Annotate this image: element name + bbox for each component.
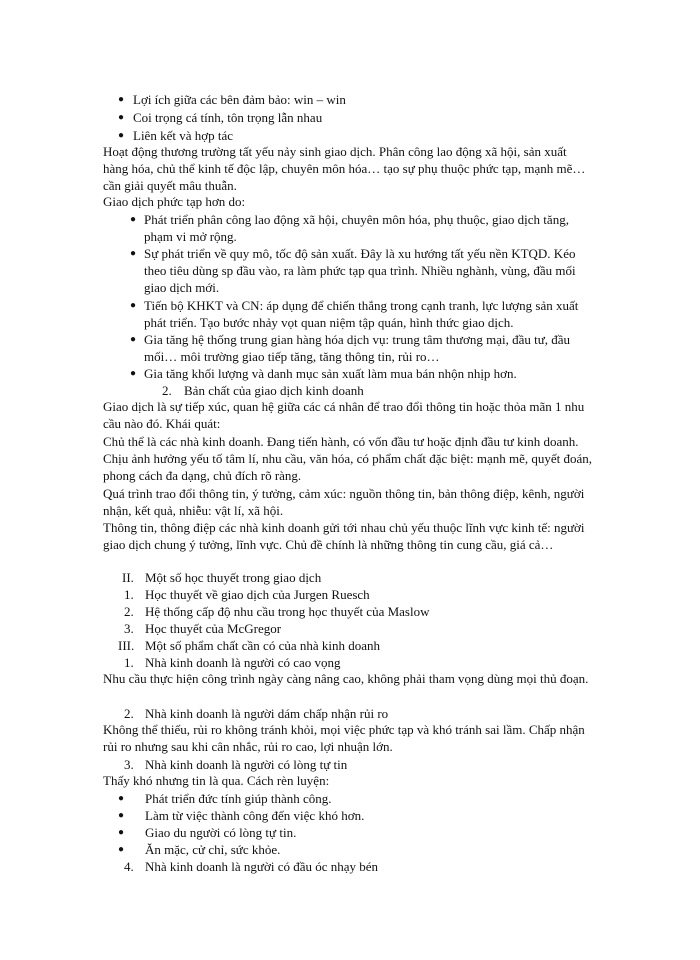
- bullet-dot: ●: [130, 300, 137, 311]
- bullet-dot: ●: [118, 844, 125, 855]
- paragraph: Không thể thiếu, rủi ro không tránh khỏi, mọi việc phức tạp và khó tránh sai lầm. Chấp nhận rủi ro nhưng sau khi cân nhắc, rủi ro cao, lợi nhuận lớn.: [103, 722, 585, 754]
- list-item: Nhà kinh doanh là người có lòng tự tin: [145, 757, 348, 772]
- bullet-text: Gia tăng khối lượng và danh mục sản xuất làm mua bán nhộn nhịp hơn.: [144, 366, 517, 381]
- paragraph: Chủ thể là các nhà kinh doanh. Đang tiến hành, có vốn đầu tư hoặc định đầu tư kinh doanh. Chịu ảnh hưởng yếu tố tâm lí, nhu cầu, văn hóa, có phẩm chất đặc biệt: mạnh mẽ, quyết đoán, phong cách đa dạng, chủ đích rõ ràng.: [103, 434, 593, 483]
- paragraph: Nhu cầu thực hiện công trình ngày càng nâng cao, không phải tham vọng dùng mọi thủ đoạn.: [103, 671, 589, 686]
- paragraph: Quá trình trao đổi thông tin, ý tưởng, cảm xúc: nguồn thông tin, bản thông điệp, kênh, người nhận, kết quả, nhiễu: vật lí, xã hội.: [103, 486, 585, 518]
- bullet-dot: ●: [130, 368, 137, 379]
- list-item: Hệ thống cấp độ nhu cầu trong học thuyết của Maslow: [145, 604, 430, 619]
- paragraph: Giao dịch phức tạp hơn do:: [103, 194, 246, 209]
- list-item: Học thuyết về giao dịch của Jurgen Ruesch: [145, 587, 370, 602]
- bullet-dot: ●: [118, 130, 125, 141]
- bullet-dot: ●: [130, 248, 137, 259]
- bullet-dot: ●: [118, 827, 125, 838]
- section-number: II.: [122, 570, 134, 585]
- bullet-dot: ●: [118, 810, 125, 821]
- heading-number: 2.: [162, 383, 172, 398]
- paragraph: Giao dịch là sự tiếp xúc, quan hệ giữa các cá nhân để trao đổi thông tin hoặc thỏa mãn 1 nhu cầu nào đó. Khái quát:: [103, 399, 585, 431]
- bullet-text: Coi trọng cá tính, tôn trọng lẫn nhau: [133, 110, 323, 125]
- bullet-text: Làm từ việc thành công đến việc khó hơn.: [145, 808, 365, 823]
- paragraph: Thấy khó nhưng tin là qua. Cách rèn luyện:: [103, 773, 330, 788]
- list-number: 1.: [124, 587, 134, 602]
- bullet-text: Gia tăng hệ thống trung gian hàng hóa dịch vụ: trung tâm thương mại, đầu tư, đầu mối… môi trường giao tiếp tăng, tăng thông tin, rủi ro…: [144, 332, 571, 364]
- list-item: Nhà kinh doanh là người dám chấp nhận rủi ro: [145, 706, 389, 721]
- list-number: 3.: [124, 621, 134, 636]
- bullet-text: Tiến bộ KHKT và CN: áp dụng để chiến thắng trong cạnh tranh, lực lượng sản xuất phát triển. Tạo bước nhảy vọt quan niệm tập quán, hình thức giao dịch.: [144, 298, 579, 330]
- bullet-text: Sự phát triển về quy mô, tốc độ sản xuất. Đây là xu hướng tất yếu nền KTQD. Kéo theo tiêu dùng sp đầu vào, ra làm phức tạp qua trình. Nhiều nghành, vùng, đầu mối giao dịch mới.: [144, 246, 576, 295]
- list-number: 3.: [124, 757, 134, 772]
- bullet-text: Liên kết và hợp tác: [133, 128, 234, 143]
- bullet-dot: ●: [130, 334, 137, 345]
- list-number: 1.: [124, 655, 134, 670]
- section-title: Một số học thuyết trong giao dịch: [145, 570, 322, 585]
- list-item: Nhà kinh doanh là người có cao vọng: [145, 655, 341, 670]
- list-number: 2.: [124, 604, 134, 619]
- section-title: Một số phẩm chất cần có của nhà kinh doanh: [145, 638, 381, 653]
- bullet-text: Phát triển phân công lao động xã hội, chuyên môn hóa, phụ thuộc, giao dịch tăng, phạm vi mở rộng.: [144, 212, 569, 244]
- list-number: 4.: [124, 859, 134, 874]
- bullet-text: Giao du người có lòng tự tin.: [145, 825, 297, 840]
- list-number: 2.: [124, 706, 134, 721]
- bullet-text: Phát triển đức tính giúp thành công.: [145, 791, 332, 806]
- bullet-text: Lợi ích giữa các bên đảm bảo: win – win: [133, 92, 346, 107]
- list-item: Nhà kinh doanh là người có đầu óc nhạy bén: [145, 859, 379, 874]
- bullet-dot: ●: [118, 793, 125, 804]
- list-item: Học thuyết của McGregor: [145, 621, 282, 636]
- bullet-dot: ●: [118, 94, 125, 105]
- paragraph: Thông tin, thông điệp các nhà kinh doanh gửi tới nhau chủ yếu thuộc lĩnh vực kinh tế: người giao dịch chung ý tưởng, lĩnh vực. Chủ đề chính là những thông tin cung cầu, giá cả…: [103, 520, 585, 552]
- heading-title: Bản chất của giao dịch kinh doanh: [184, 383, 364, 398]
- bullet-dot: ●: [118, 112, 125, 123]
- bullet-text: Ăn mặc, cử chỉ, sức khỏe.: [145, 842, 281, 857]
- bullet-dot: ●: [130, 214, 137, 225]
- paragraph: Hoạt động thương trường tất yếu nảy sinh giao dịch. Phân công lao động xã hội, sản xuất hàng hóa, chủ thể kinh tế độc lập, chuyên môn hóa… tạo sự phụ thuộc phức tạp, mạnh mẽ… cần giải quyết mâu thuẫn.: [103, 144, 586, 193]
- section-number: III.: [118, 638, 135, 653]
